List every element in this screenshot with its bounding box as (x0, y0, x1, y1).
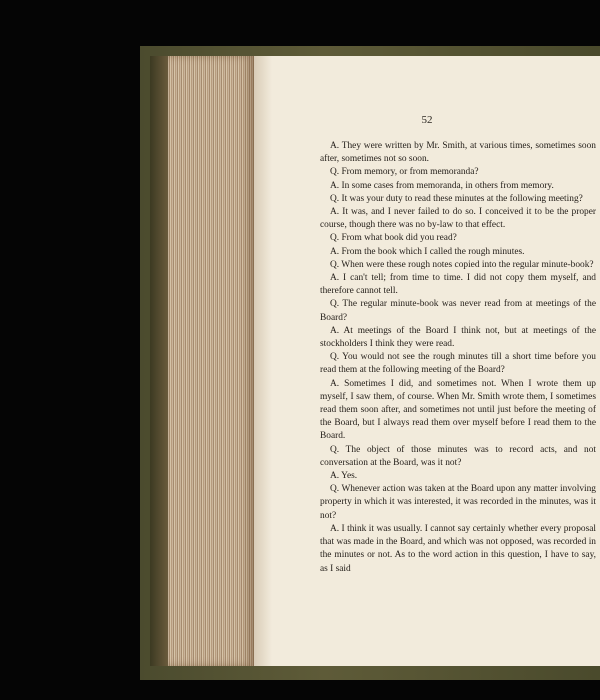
paragraph: Q. When were these rough notes copied into the regular minute-book? (330, 259, 594, 270)
paragraph: Q. You would not see the rough minutes till a short time before you read them at the following meeting of the Board? (320, 352, 596, 376)
paragraph: A. They were written by Mr. Smith, at various times, sometimes soon after, sometimes not so soon. (320, 141, 596, 165)
page-text (320, 140, 596, 576)
paragraph: Q. From what book did you read? (330, 233, 457, 244)
paragraph: A. I think it was usually. I cannot say certainly whether every proposal that was made in the Board, and which was not opposed, was recorded in the minutes or not. As to the word action in this question, I have to say, as I said (320, 523, 596, 574)
paragraph: Q. The regular minute-book was never read from at meetings of the Board? (320, 299, 596, 323)
paragraph: A. I can't tell; from time to time. I did not copy them myself, and therefore cannot tell. (320, 273, 596, 297)
paragraph: Q. From memory, or from memoranda? (330, 167, 479, 178)
book-spine-edge (150, 56, 168, 666)
paragraph: Q. It was your duty to read these minutes at the following meeting? (330, 193, 583, 204)
paragraph: A. From the book which I called the rough minutes. (330, 246, 525, 257)
page-number: 52 (421, 114, 433, 126)
book-page (254, 56, 600, 666)
paragraph: Q. Whenever action was taken at the Board upon any matter involving property in which it was interested, it was recorded in the minutes, was it not? (320, 484, 596, 521)
paragraph: A. Sometimes I did, and sometimes not. When I wrote them up myself, I saw them, of course. When Mr. Smith wrote them, I sometimes read them soon after, and sometimes not until just before the meeting of the Board, but I always read them over myself before I read them to the Board. (320, 378, 596, 442)
paragraph: A. It was, and I never failed to do so. I conceived it to be the proper course, though there was no by-law to that effect. (320, 207, 596, 231)
page-edges (168, 56, 254, 666)
paragraph: Q. The object of those minutes was to record acts, and not conversation at the Board, was it not? (320, 444, 596, 468)
paragraph: A. At meetings of the Board I think not, but at meetings of the stockholders I think they were read. (320, 325, 596, 350)
paragraph: A. In some cases from memoranda, in others from memory. (330, 180, 554, 191)
paragraph: A. Yes. (330, 471, 358, 482)
